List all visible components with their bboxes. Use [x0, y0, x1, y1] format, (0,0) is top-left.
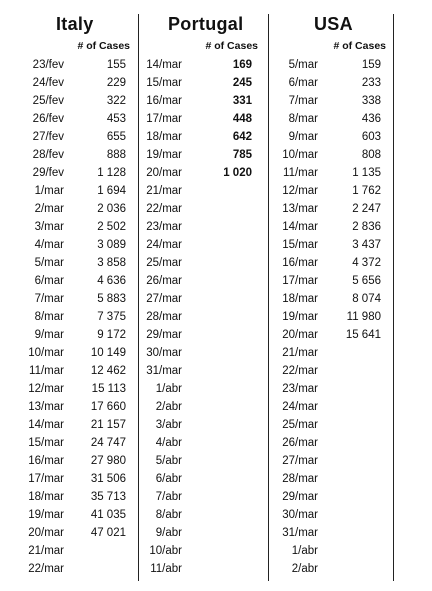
case-row: [138, 200, 262, 218]
country-title-usa: USA: [314, 14, 353, 34]
case-row: [270, 326, 390, 344]
case-row: [270, 344, 390, 362]
case-row: [270, 398, 390, 416]
case-row: [138, 470, 262, 488]
case-row: [138, 344, 262, 362]
row-case-count: 12 462: [90, 365, 126, 377]
case-row: [270, 452, 390, 470]
row-case-count: 229: [106, 77, 126, 89]
row-date: 11/abr: [150, 563, 182, 575]
row-case-count: 3 858: [97, 257, 126, 269]
case-row: [270, 506, 390, 524]
case-row: [8, 470, 128, 488]
row-case-count: 4 636: [97, 275, 126, 287]
case-row: [8, 56, 128, 74]
row-date: 30/mar: [282, 509, 318, 521]
case-row: [270, 128, 390, 146]
row-date: 8/abr: [155, 509, 182, 521]
case-row: [8, 236, 128, 254]
case-row: [138, 272, 262, 290]
case-row: [8, 488, 128, 506]
case-row: [138, 416, 262, 434]
row-case-count: 15 113: [91, 383, 126, 395]
row-case-count: 41 035: [90, 509, 126, 521]
case-row: [138, 308, 262, 326]
row-case-count: 603: [361, 131, 381, 143]
case-row: [270, 146, 390, 164]
row-date: 19/mar: [146, 149, 182, 161]
row-case-count: 3 089: [97, 239, 126, 251]
row-case-count: 245: [232, 77, 252, 89]
case-row: [138, 290, 262, 308]
country-title-italy: Italy: [56, 14, 94, 34]
case-row: [138, 236, 262, 254]
row-date: 6/abr: [155, 473, 182, 485]
case-row: [138, 218, 262, 236]
case-row: [8, 434, 128, 452]
row-date: 10/mar: [282, 149, 318, 161]
case-row: [270, 362, 390, 380]
row-date: 13/mar: [28, 401, 64, 413]
case-row: [138, 506, 262, 524]
case-row: [270, 56, 390, 74]
row-date: 6/mar: [34, 275, 64, 287]
row-case-count: 11 980: [346, 311, 381, 323]
row-date: 9/mar: [34, 329, 64, 341]
row-date: 17/mar: [146, 113, 182, 125]
row-date: 24/mar: [146, 239, 182, 251]
country-title-portugal: Portugal: [168, 14, 244, 34]
usa-panel: [270, 0, 390, 591]
row-date: 6/mar: [288, 77, 318, 89]
case-row: [8, 380, 128, 398]
row-case-count: 448: [232, 113, 252, 125]
column-divider-portugal-usa: [268, 14, 269, 581]
row-case-count: 322: [106, 95, 126, 107]
case-row: [8, 542, 128, 560]
row-case-count: 10 149: [90, 347, 126, 359]
row-date: 3/abr: [155, 419, 182, 431]
row-date: 20/mar: [146, 167, 182, 179]
case-row: [270, 488, 390, 506]
row-date: 24/fev: [32, 77, 64, 89]
row-date: 31/mar: [146, 365, 182, 377]
row-date: 10/abr: [149, 545, 182, 557]
row-date: 28/mar: [282, 473, 318, 485]
case-row: [270, 542, 390, 560]
row-case-count: 1 020: [223, 167, 252, 179]
row-date: 29/mar: [146, 329, 182, 341]
row-date: 2/abr: [291, 563, 318, 575]
row-date: 8/mar: [288, 113, 318, 125]
case-row: [270, 254, 390, 272]
row-date: 26/mar: [146, 275, 182, 287]
row-date: 8/mar: [34, 311, 64, 323]
case-row: [270, 470, 390, 488]
row-date: 10/mar: [28, 347, 64, 359]
row-date: 29/fev: [32, 167, 64, 179]
row-case-count: 4 372: [352, 257, 381, 269]
row-case-count: 436: [361, 113, 381, 125]
case-row: [8, 272, 128, 290]
row-case-count: 655: [106, 131, 126, 143]
case-row: [8, 164, 128, 182]
row-date: 26/fev: [32, 113, 64, 125]
row-case-count: 2 247: [352, 203, 381, 215]
row-case-count: 17 660: [90, 401, 126, 413]
row-date: 29/mar: [282, 491, 318, 503]
row-date: 7/mar: [288, 95, 318, 107]
row-date: 31/mar: [282, 527, 318, 539]
case-row: [270, 560, 390, 578]
case-row: [138, 398, 262, 416]
portugal-case-list: [138, 56, 262, 578]
case-row: [8, 362, 128, 380]
row-case-count: 233: [361, 77, 381, 89]
row-date: 1/abr: [155, 383, 182, 395]
row-case-count: 35 713: [90, 491, 126, 503]
row-date: 1/mar: [34, 185, 64, 197]
row-date: 14/mar: [28, 419, 64, 431]
case-row: [270, 92, 390, 110]
row-date: 5/mar: [288, 59, 318, 71]
row-case-count: 8 074: [352, 293, 381, 305]
row-date: 18/mar: [282, 293, 318, 305]
case-row: [8, 182, 128, 200]
portugal-panel: [138, 0, 262, 591]
case-row: [270, 110, 390, 128]
case-row: [8, 560, 128, 578]
row-case-count: 169: [232, 59, 252, 71]
case-row: [270, 74, 390, 92]
case-row: [8, 146, 128, 164]
row-case-count: 808: [361, 149, 381, 161]
case-row: [8, 218, 128, 236]
row-case-count: 47 021: [90, 527, 126, 539]
row-date: 22/mar: [28, 563, 64, 575]
italy-panel: [8, 0, 128, 591]
case-row: [270, 434, 390, 452]
row-date: 21/mar: [282, 347, 318, 359]
case-row: [8, 128, 128, 146]
case-row: [270, 380, 390, 398]
row-date: 5/abr: [155, 455, 182, 467]
row-date: 13/mar: [282, 203, 318, 215]
row-case-count: 5 883: [97, 293, 126, 305]
row-date: 16/mar: [282, 257, 318, 269]
row-case-count: 888: [106, 149, 126, 161]
row-date: 17/mar: [28, 473, 64, 485]
usa-case-list: [270, 56, 390, 578]
row-date: 19/mar: [28, 509, 64, 521]
row-date: 26/mar: [282, 437, 318, 449]
row-date: 3/mar: [34, 221, 64, 233]
case-row: [270, 308, 390, 326]
row-case-count: 338: [361, 95, 381, 107]
row-date: 9/abr: [155, 527, 182, 539]
row-case-count: 27 980: [90, 455, 126, 467]
row-date: 11/mar: [283, 167, 318, 179]
column-divider-usa-right: [393, 14, 394, 581]
row-case-count: 453: [106, 113, 126, 125]
row-date: 12/mar: [28, 383, 64, 395]
row-case-count: 331: [232, 95, 252, 107]
case-row: [270, 416, 390, 434]
case-row: [8, 506, 128, 524]
case-row: [8, 398, 128, 416]
case-row: [8, 200, 128, 218]
case-row: [8, 326, 128, 344]
row-date: 19/mar: [282, 311, 318, 323]
case-row: [138, 542, 262, 560]
case-row: [270, 272, 390, 290]
case-row: [138, 524, 262, 542]
case-row: [138, 326, 262, 344]
case-row: [8, 524, 128, 542]
case-row: [138, 92, 262, 110]
case-row: [138, 164, 262, 182]
row-date: 25/mar: [282, 419, 318, 431]
row-date: 21/mar: [28, 545, 64, 557]
row-date: 15/mar: [146, 77, 182, 89]
row-date: 20/mar: [282, 329, 318, 341]
row-date: 2/abr: [155, 401, 182, 413]
case-row: [138, 362, 262, 380]
case-row: [138, 182, 262, 200]
row-case-count: 159: [361, 59, 381, 71]
case-row: [138, 56, 262, 74]
row-date: 27/mar: [146, 293, 182, 305]
row-case-count: 21 157: [90, 419, 126, 431]
case-row: [270, 290, 390, 308]
case-row: [138, 452, 262, 470]
row-case-count: 24 747: [90, 437, 126, 449]
row-case-count: 3 437: [352, 239, 381, 251]
row-case-count: 1 762: [352, 185, 381, 197]
row-date: 28/mar: [146, 311, 182, 323]
row-date: 14/mar: [282, 221, 318, 233]
case-row: [270, 524, 390, 542]
row-date: 2/mar: [34, 203, 64, 215]
row-date: 27/mar: [282, 455, 318, 467]
cases-column-header-usa: # of Cases: [333, 40, 386, 52]
case-row: [138, 128, 262, 146]
row-date: 5/mar: [34, 257, 64, 269]
row-date: 16/mar: [28, 455, 64, 467]
case-row: [270, 200, 390, 218]
cases-column-header-portugal: # of Cases: [205, 40, 258, 52]
row-date: 15/mar: [28, 437, 64, 449]
row-case-count: 2 836: [352, 221, 381, 233]
row-date: 25/fev: [32, 95, 64, 107]
case-row: [8, 308, 128, 326]
row-date: 1/abr: [291, 545, 318, 557]
case-row: [138, 488, 262, 506]
row-date: 21/mar: [146, 185, 182, 197]
case-row: [138, 560, 262, 578]
row-case-count: 155: [106, 59, 126, 71]
case-row: [8, 416, 128, 434]
case-row: [8, 110, 128, 128]
case-row: [270, 182, 390, 200]
row-case-count: 642: [232, 131, 252, 143]
case-row: [270, 236, 390, 254]
row-date: 22/mar: [282, 365, 318, 377]
row-date: 7/abr: [155, 491, 182, 503]
row-date: 23/mar: [282, 383, 318, 395]
row-date: 22/mar: [146, 203, 182, 215]
case-row: [138, 254, 262, 272]
row-date: 16/mar: [146, 95, 182, 107]
row-case-count: 1 128: [97, 167, 126, 179]
case-row: [138, 74, 262, 92]
row-date: 20/mar: [28, 527, 64, 539]
row-date: 4/mar: [34, 239, 64, 251]
row-date: 30/mar: [146, 347, 182, 359]
case-row: [8, 92, 128, 110]
case-row: [270, 218, 390, 236]
case-row: [138, 434, 262, 452]
row-date: 25/mar: [146, 257, 182, 269]
row-date: 17/mar: [282, 275, 318, 287]
row-date: 15/mar: [282, 239, 318, 251]
row-date: 18/mar: [146, 131, 182, 143]
row-case-count: 7 375: [97, 311, 126, 323]
row-case-count: 5 656: [352, 275, 381, 287]
case-row: [8, 452, 128, 470]
row-date: 23/mar: [146, 221, 182, 233]
row-case-count: 2 502: [97, 221, 126, 233]
case-row: [8, 344, 128, 362]
row-date: 14/mar: [146, 59, 182, 71]
row-date: 18/mar: [28, 491, 64, 503]
row-date: 12/mar: [282, 185, 318, 197]
case-row: [138, 110, 262, 128]
case-row: [138, 380, 262, 398]
row-case-count: 2 036: [97, 203, 126, 215]
row-date: 11/mar: [29, 365, 64, 377]
cases-column-header-italy: # of Cases: [77, 40, 130, 52]
row-date: 28/fev: [32, 149, 64, 161]
row-date: 24/mar: [282, 401, 318, 413]
row-case-count: 1 694: [97, 185, 126, 197]
case-row: [270, 164, 390, 182]
italy-case-list: [8, 56, 128, 578]
case-row: [8, 290, 128, 308]
case-row: [138, 146, 262, 164]
row-case-count: 31 506: [90, 473, 126, 485]
row-case-count: 785: [232, 149, 252, 161]
row-date: 7/mar: [34, 293, 64, 305]
row-case-count: 1 135: [352, 167, 381, 179]
row-case-count: 9 172: [97, 329, 126, 341]
row-date: 27/fev: [32, 131, 64, 143]
case-row: [8, 74, 128, 92]
row-date: 23/fev: [32, 59, 64, 71]
row-date: 4/abr: [155, 437, 182, 449]
row-case-count: 15 641: [345, 329, 381, 341]
row-date: 9/mar: [288, 131, 318, 143]
case-row: [8, 254, 128, 272]
